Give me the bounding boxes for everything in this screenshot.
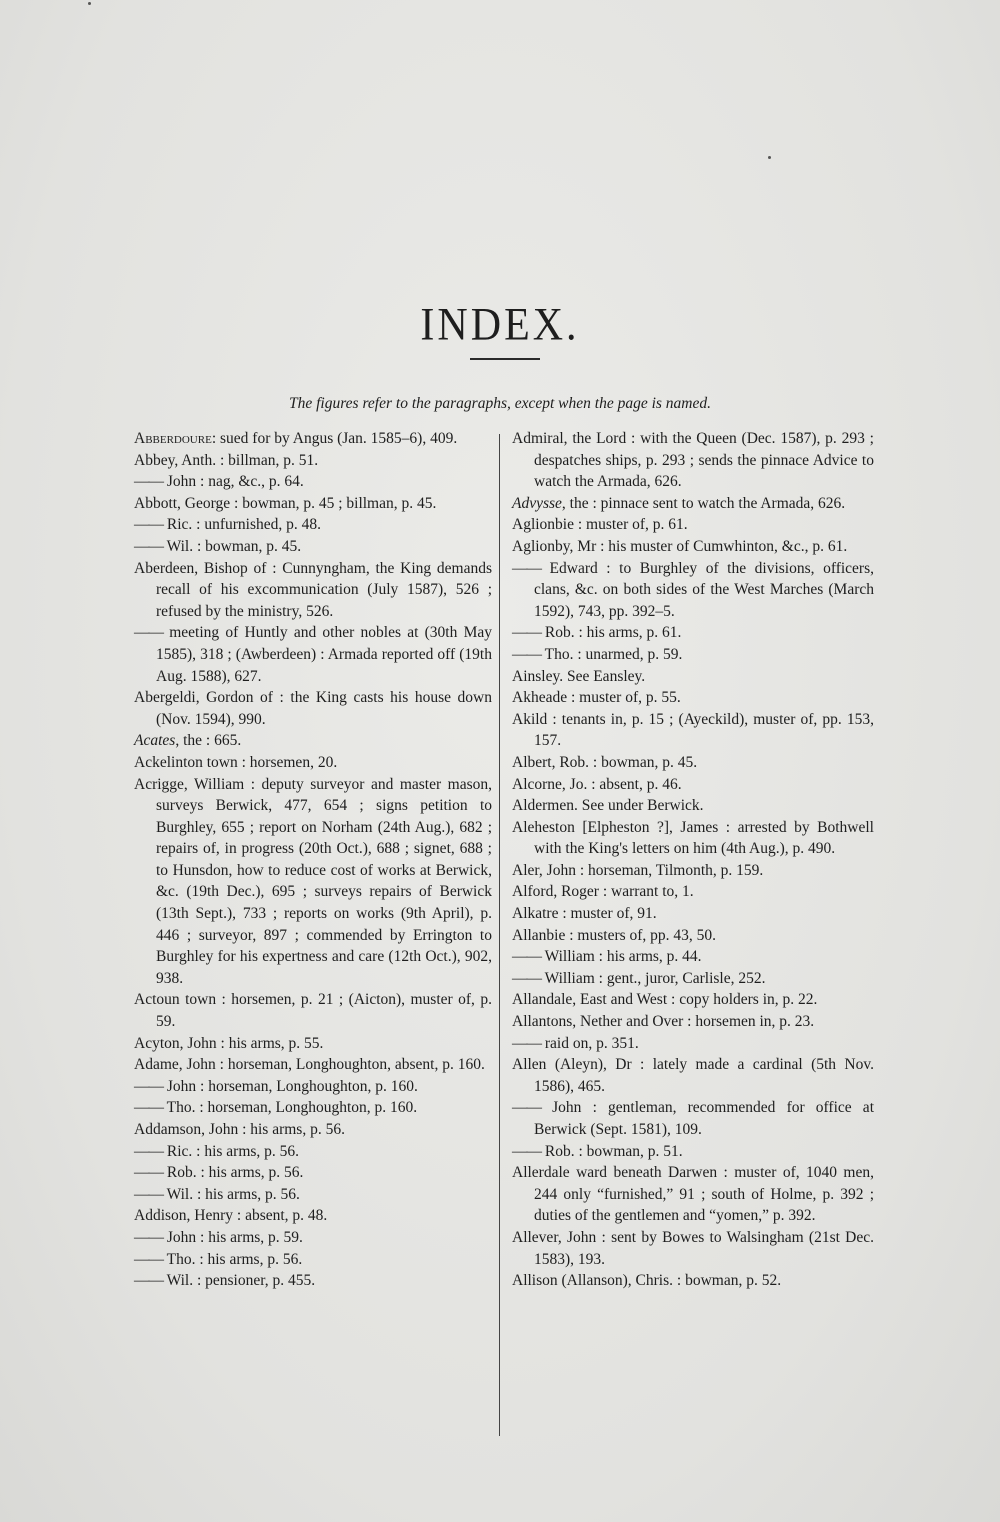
ditto-dash: —— (134, 1185, 163, 1203)
entry-text: William : gent., juror, Carlisle, 252. (541, 969, 766, 987)
index-entry (512, 989, 874, 1011)
column-divider (499, 434, 500, 1436)
entry-text: Alcorne, Jo. : absent, p. 46. (512, 775, 682, 793)
ditto-dash: —— (134, 1164, 163, 1182)
entry-text: Akheade : muster of, p. 55. (512, 689, 681, 707)
entry-text: John : his arms, p. 59. (163, 1228, 303, 1246)
index-entry (512, 774, 874, 796)
entry-text: Rob. : bowman, p. 51. (541, 1142, 683, 1160)
ditto-dash: —— (134, 1142, 163, 1160)
index-entry (512, 666, 874, 688)
ditto-dash: —— (512, 645, 541, 663)
ditto-dash: —— (134, 537, 163, 555)
index-entry (512, 1141, 874, 1163)
entry-text: Aler, John : horseman, Tilmonth, p. 159. (512, 861, 764, 879)
entry-text: John : nag, &c., p. 64. (163, 473, 304, 491)
entry-text: Adame, John : horseman, Longhoughton, absent, p. 160. (134, 1056, 485, 1074)
index-entry (512, 1054, 874, 1097)
entry-text: Tho. : horseman, Longhoughton, p. 160. (163, 1099, 418, 1117)
index-entry (134, 1205, 492, 1227)
ditto-dash: —— (512, 1142, 541, 1160)
entry-text: Alkatre : muster of, 91. (512, 905, 657, 923)
ditto-dash: —— (134, 516, 163, 534)
index-entry (512, 514, 874, 536)
index-entry (134, 1119, 492, 1141)
index-entry (134, 1076, 492, 1098)
entry-text: Ric. : unfurnished, p. 48. (163, 516, 321, 534)
index-entry (134, 1227, 492, 1249)
index-entry (512, 946, 874, 968)
entry-text: Tho. : his arms, p. 56. (163, 1250, 303, 1268)
index-entry (512, 968, 874, 990)
entry-heading: Acates (134, 732, 176, 750)
ditto-dash: —— (134, 1077, 163, 1095)
entry-heading: Abberdoure (134, 430, 212, 447)
ditto-dash: —— (512, 1034, 541, 1052)
index-entry (134, 752, 492, 774)
ditto-dash: —— (512, 624, 541, 642)
index-entry (512, 925, 874, 947)
index-entry (134, 687, 492, 730)
page-title: INDEX. (420, 299, 580, 351)
index-entry (512, 817, 874, 860)
index-entry (134, 1033, 492, 1055)
index-note: The figures refer to the paragraphs, except when the page is named. (288, 395, 712, 412)
index-entry (512, 881, 874, 903)
index-entry (512, 558, 874, 623)
entry-text: Allen (Aleyn), Dr : lately made a cardinal (5th Nov. 1586), 465. (512, 1056, 874, 1095)
entry-text: Actoun town : horsemen, p. 21 ; (Aicton), muster of, p. 59. (134, 991, 492, 1031)
index-entry (134, 1141, 492, 1163)
ditto-dash: —— (134, 1228, 163, 1246)
index-entry (512, 644, 874, 666)
entry-text: Wil. : pensioner, p. 455. (163, 1272, 316, 1290)
index-entry (134, 428, 492, 450)
entry-text: Acyton, John : his arms, p. 55. (134, 1034, 324, 1052)
index-entry (134, 774, 492, 990)
index-entry (512, 860, 874, 882)
entry-text: Wil. : his arms, p. 56. (163, 1185, 300, 1203)
entry-text: raid on, p. 351. (541, 1034, 639, 1052)
entry-text: Allison (Allanson), Chris. : bowman, p. 52. (512, 1272, 782, 1290)
entry-text: Albert, Rob. : bowman, p. 45. (512, 753, 698, 771)
entry-text: Wil. : bowman, p. 45. (163, 537, 302, 555)
index-entry (512, 1162, 874, 1227)
index-entry (134, 493, 492, 515)
index-entry (512, 795, 874, 817)
entry-text: Rob. : his arms, p. 56. (163, 1164, 304, 1182)
entry-text: Aglionby, Mr : his muster of Cumwhinton, &c., p. 61. (512, 537, 848, 555)
ditto-dash: —— (512, 559, 541, 577)
index-entry (134, 989, 492, 1032)
ditto-dash: —— (512, 1099, 541, 1117)
entry-text: : sued for by Angus (Jan. 1585–6), 409. (211, 430, 458, 447)
index-entry (134, 1054, 492, 1076)
entry-text: Allever, John : sent by Bowes to Walsingham (21st Dec. 1583), 193. (512, 1228, 874, 1268)
entry-heading: Advysse (512, 494, 562, 512)
index-entry (512, 752, 874, 774)
entry-text: Allandale, East and West : copy holders in, p. 22. (512, 991, 818, 1009)
ditto-dash: —— (134, 1250, 163, 1268)
index-entry (134, 514, 492, 536)
index-entry (512, 687, 874, 709)
entry-text: meeting of Huntly and other nobles at (30th May 1585), 318 ; (Awberdeen) : Armada reported off (19th Aug. 1588), 627. (156, 624, 492, 685)
entry-text: Aldermen. See under Berwick. (512, 797, 704, 815)
index-entry (134, 1097, 492, 1119)
index-entry (134, 1162, 492, 1184)
entry-text: , the : pinnace sent to watch the Armada, 626. (561, 494, 846, 512)
index-entry (512, 709, 874, 752)
entry-text: Tho. : unarmed, p. 59. (541, 645, 683, 663)
entry-text: Allanbie : musters of, pp. 43, 50. (512, 926, 717, 944)
entry-text: Allantons, Nether and Over : horsemen in, p. 23. (512, 1013, 815, 1031)
index-entry (512, 903, 874, 925)
entry-text: Addison, Henry : absent, p. 48. (134, 1207, 328, 1225)
index-entry (512, 1270, 874, 1292)
entry-text: Rob. : his arms, p. 61. (541, 624, 682, 642)
entry-text: , the : 665. (175, 732, 242, 750)
entry-text: Akild : tenants in, p. 15 ; (Ayeckild), muster of, pp. 153, 157. (512, 710, 874, 750)
left-column (134, 428, 492, 1292)
entry-text: Alford, Roger : warrant to, 1. (512, 883, 694, 901)
index-entry (512, 622, 874, 644)
entry-text: Addamson, John : his arms, p. 56. (134, 1121, 345, 1138)
index-entry (134, 1270, 492, 1292)
entry-text: Abergeldi, Gordon of : the King casts his house down (Nov. 1594), 990. (134, 689, 492, 728)
ditto-dash: —— (134, 473, 163, 491)
index-entry (512, 1227, 874, 1270)
entry-text: Aberdeen, Bishop of : Cunnyngham, the King demands recall of his excommunication (July 1587), 526 ; refused by the ministry, 526. (134, 559, 492, 620)
entry-text: Allerdale ward beneath Darwen : muster of, 1040 men, 244 only “furnished,” 91 ; south of Holme, p. 392 ; duties of the gentlemen and “yomen,” p. 392. (512, 1164, 874, 1225)
title-rule (470, 358, 540, 360)
index-entry (512, 1033, 874, 1055)
entry-text: Aglionbie : muster of, p. 61. (512, 516, 688, 534)
index-entry (134, 622, 492, 687)
entry-text: Acrigge, William : deputy surveyor and master mason, surveys Berwick, 477, 654 ; signs petition to Burghley, 655 ; report on Norham (24th Aug.), 682 ; repairs of, in progress (20th Oct.), 688 ; signet, 688 ; to Hunsdon, how to reduce cost of works at Berwick, &c. (19th Dec.), 695 ; surveys repairs of Berwick (13th Sept.), 733 ; reports on works (9th April), p. 446 ; surveyor, 897 ; commended by Errington to Burghley for his expertness and care (12th Oct.), 902, 938. (134, 775, 492, 987)
ditto-dash: —— (512, 948, 541, 966)
entry-text: Abbott, George : bowman, p. 45 ; billman, p. 45. (134, 494, 437, 512)
index-entry (134, 558, 492, 623)
index-entry (512, 1097, 874, 1140)
ditto-dash: —— (512, 969, 541, 987)
index-entry (134, 730, 492, 752)
index-entry (134, 536, 492, 558)
index-entry (134, 1184, 492, 1206)
entry-text: Admiral, the Lord : with the Queen (Dec. 1587), p. 293 ; despatches ships, p. 293 ; sends the pinnace Advice to watch the Armada, 626. (512, 430, 874, 491)
paper-speck (88, 2, 91, 5)
entry-text: Ric. : his arms, p. 56. (163, 1142, 300, 1160)
index-entry (134, 471, 492, 493)
ditto-dash: —— (134, 624, 163, 642)
index-entry (134, 450, 492, 472)
right-column (512, 428, 874, 1292)
entry-text: John : horseman, Longhoughton, p. 160. (163, 1077, 418, 1095)
entry-text: Aleheston [Elpheston ?], James : arrested by Bothwell with the King's letters on him (4th Aug.), p. 490. (512, 818, 874, 858)
entry-text: Edward : to Burghley of the divisions, officers, clans, &c. on both sides of the West Marches (March 1592), 743, pp. 392–5. (534, 559, 874, 620)
entry-text: Abbey, Anth. : billman, p. 51. (134, 451, 319, 469)
entry-text: William : his arms, p. 44. (541, 948, 702, 966)
entry-text: John : gentleman, recommended for office at Berwick (Sept. 1581), 109. (534, 1099, 874, 1138)
ditto-dash: —— (134, 1272, 163, 1290)
index-entry (134, 1249, 492, 1271)
index-entry (512, 493, 874, 515)
ditto-dash: —— (134, 1099, 163, 1117)
index-entry (512, 1011, 874, 1033)
index-entry (512, 428, 874, 493)
paper-speck (768, 156, 771, 159)
index-entry (512, 536, 874, 558)
entry-text: Ainsley. See Eansley. (512, 667, 646, 685)
entry-text: Ackelinton town : horsemen, 20. (134, 753, 338, 771)
